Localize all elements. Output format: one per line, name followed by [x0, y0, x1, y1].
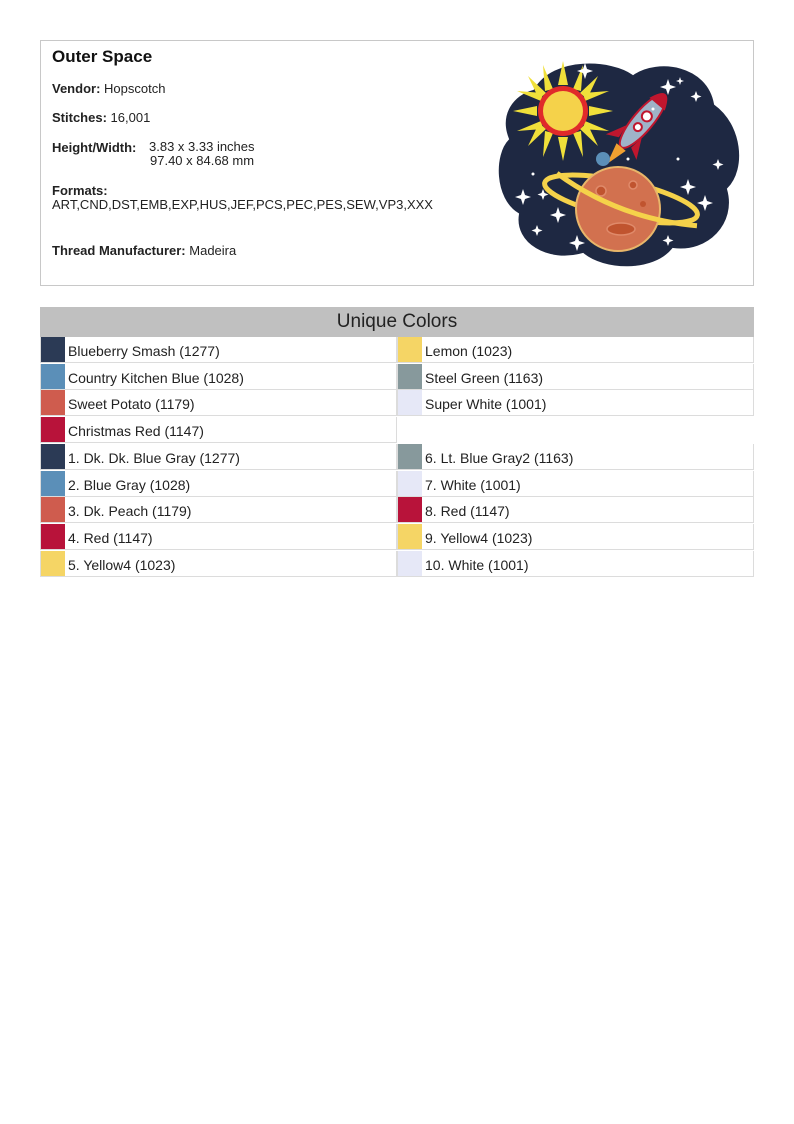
color-label: 10. White (1001): [425, 556, 529, 573]
vendor-row: [52, 81, 165, 96]
color-swatch: [41, 497, 65, 522]
color-label: Christmas Red (1147): [68, 423, 204, 440]
thread-row: [52, 243, 236, 258]
color-swatch: [41, 390, 65, 415]
formats-value: ART,CND,DST,EMB,EXP,HUS,JEF,PCS,PEC,PES,SEW,VP3,XXX: [52, 197, 433, 212]
color-cell: [40, 417, 397, 443]
sun-icon: [513, 61, 613, 161]
vendor-value: Hopscotch: [104, 81, 166, 96]
color-cell: [397, 390, 754, 416]
formats-label-row: [52, 184, 108, 198]
color-cell: [40, 364, 397, 390]
color-swatch: [398, 364, 422, 389]
color-cell: [397, 337, 754, 363]
color-swatch: [398, 524, 422, 549]
color-label: Steel Green (1163): [425, 369, 544, 386]
color-label: 1. Dk. Dk. Blue Gray (1277): [68, 449, 240, 466]
stitches-row: [52, 110, 150, 125]
color-swatch: [41, 444, 65, 469]
color-cell: [397, 364, 754, 390]
color-cell: [397, 524, 754, 550]
color-cell: [397, 551, 754, 577]
moon-icon: [596, 152, 610, 166]
color-label: 9. Yellow4 (1023): [425, 529, 533, 546]
vendor-label: Vendor:: [52, 81, 101, 96]
color-cell: [40, 524, 397, 550]
color-label: Sweet Potato (1179): [68, 396, 195, 413]
height-width-row: [52, 140, 352, 170]
color-cell: [40, 471, 397, 497]
height-width-inches: 3.83 x 3.33 inches: [149, 139, 255, 154]
color-swatch: [398, 551, 422, 576]
color-grid: [40, 337, 754, 577]
design-title: Outer Space: [52, 47, 153, 66]
color-label: Super White (1001): [425, 396, 547, 413]
color-swatch: [41, 551, 65, 576]
color-swatch: [398, 337, 422, 362]
color-cell: [40, 444, 397, 470]
height-width-mm: 97.40 x 84.68 mm: [150, 153, 255, 168]
outer-space-artwork: [493, 49, 747, 275]
stitches-value: 16,001: [110, 110, 151, 125]
color-swatch: [41, 417, 65, 442]
color-swatch: [41, 364, 65, 389]
color-cell-empty: [397, 417, 754, 443]
color-label: 8. Red (1147): [425, 503, 510, 520]
color-label: 5. Yellow4 (1023): [68, 556, 176, 573]
color-swatch: [41, 471, 65, 496]
height-width-values: [149, 140, 255, 168]
color-label: 6. Lt. Blue Gray2 (1163): [425, 449, 574, 466]
stitches-label: Stitches:: [52, 110, 107, 125]
color-swatch: [41, 524, 65, 549]
color-label: 2. Blue Gray (1028): [68, 476, 191, 493]
height-width-label: Height/Width:: [52, 140, 137, 155]
unique-colors-table: [40, 307, 754, 577]
color-cell: [40, 337, 397, 363]
color-label: Country Kitchen Blue (1028): [68, 369, 244, 386]
color-cell: [397, 497, 754, 523]
thread-label: Thread Manufacturer:: [52, 243, 186, 258]
color-label: 7. White (1001): [425, 476, 521, 493]
color-swatch: [41, 337, 65, 362]
color-label: Lemon (1023): [425, 343, 513, 359]
formats-label: Formats:: [52, 183, 108, 198]
color-label: 3. Dk. Peach (1179): [68, 503, 192, 520]
color-swatch: [398, 444, 422, 469]
design-info-panel: [40, 40, 754, 286]
color-label: 4. Red (1147): [68, 529, 153, 546]
color-swatch: [398, 471, 422, 496]
color-swatch: [398, 390, 422, 415]
color-swatch: [398, 497, 422, 522]
color-cell: [40, 551, 397, 577]
unique-colors-header: Unique Colors: [40, 307, 754, 337]
color-cell: [397, 444, 754, 470]
color-cell: [40, 390, 397, 416]
color-cell: [397, 471, 754, 497]
color-label: Blueberry Smash (1277): [68, 343, 220, 359]
thread-value: Madeira: [189, 243, 237, 258]
color-cell: [40, 497, 397, 523]
